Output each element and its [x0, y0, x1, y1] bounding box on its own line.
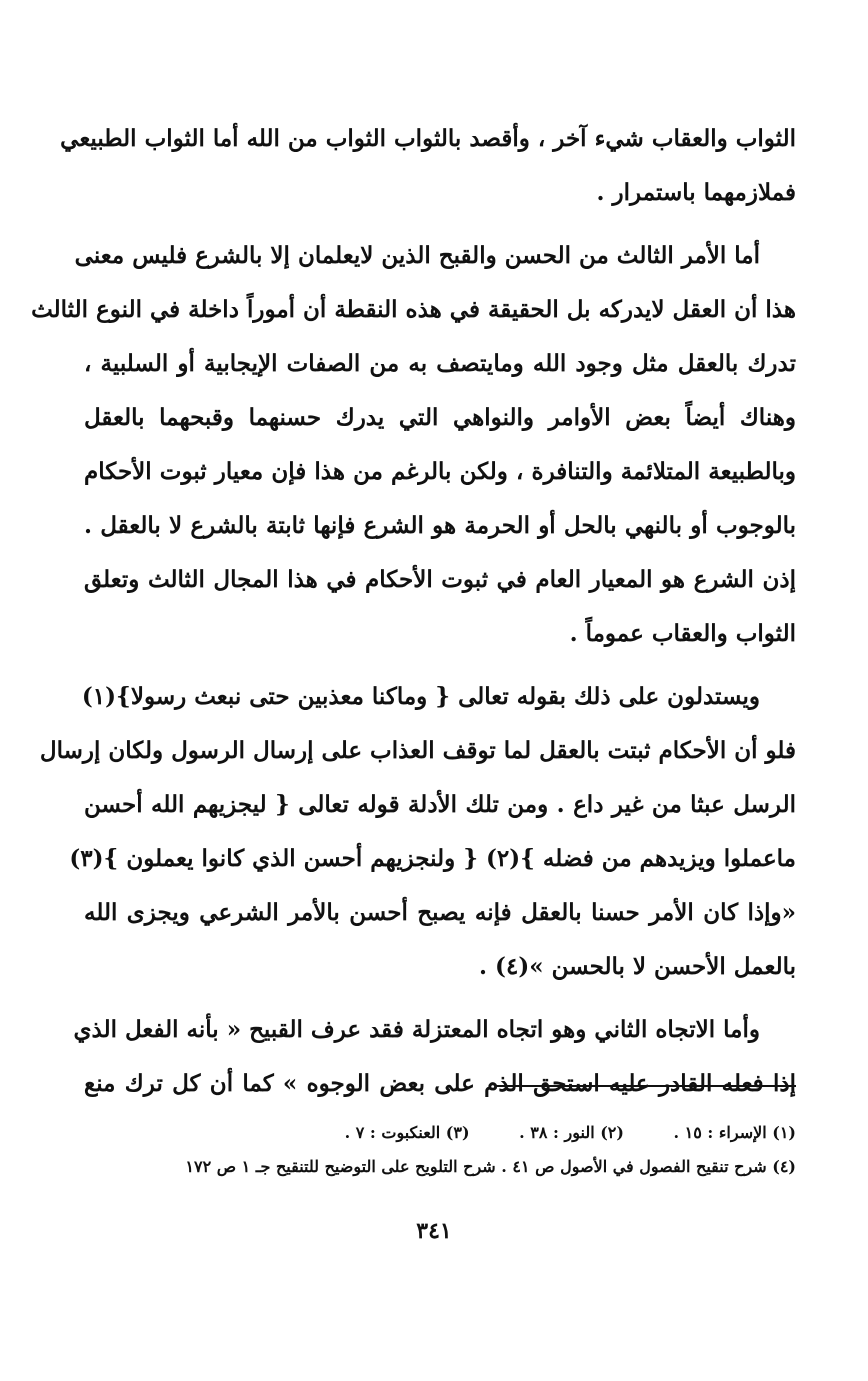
text-line: فملازمهما باستمرار . [596, 179, 796, 206]
paragraph [31, 229, 796, 661]
text-line: تدرك بالعقل مثل وجود الله ومايتصف به من الصفات الإيجابية أو السلبية ، [84, 350, 796, 377]
text-line: وهناك أيضاً بعض الأوامر والنواهي التي يدرك حسنهما وقبحهما بالعقل [84, 404, 796, 431]
text-line: إذا فعله القادر عليه استحق الذم على بعض الوجوه » كما أن كل ترك منع [84, 1070, 796, 1097]
paragraph [73, 1003, 796, 1111]
page-number: ٣٤١ [416, 1218, 452, 1244]
text-line: الثواب والعقاب شيء آخر ، وأقصد بالثواب الثواب من الله أما الثواب الطبيعي [60, 125, 796, 152]
footnote-4: (٤) شرح تنقيح الفصول في الأصول ص ٤١ . شرح التلويح على التوضيح للتنقيح جـ ١ ص ١٧٢ [185, 1157, 796, 1176]
text-line: إذن الشرع هو المعيار العام في ثبوت الأحكام في هذا المجال الثالث وتعلق [84, 566, 796, 593]
text-line: هذا أن العقل لايدركه بل الحقيقة في هذه النقطة أن أموراً داخلة في النوع الثالث [31, 296, 796, 323]
text-line: أما الأمر الثالث من الحسن والقبح الذين لايعلمان إلا بالشرع فليس معنى [74, 242, 760, 269]
text-line: ويستدلون على ذلك بقوله تعالى { وماكنا معذبين حتى نبعث رسولا}(١) [81, 683, 760, 710]
text-line: «وإذا كان الأمر حسنا بالعقل فإنه يصبح أحسن بالأمر الشرعي ويجزى الله [84, 899, 796, 926]
text-line: الثواب والعقاب عموماً . [569, 620, 796, 647]
footnote-divider [496, 1085, 796, 1087]
text-line: فلو أن الأحكام ثبتت بالعقل لما توقف العذاب على إرسال الرسول ولكان إرسال [39, 737, 796, 764]
text-line: بالعمل الأحسن لا بالحسن »(٤) . [479, 953, 796, 980]
footnote-line [100, 1116, 796, 1150]
main-text [31, 112, 796, 1120]
footnote-2: (٢) النور : ٣٨ . [519, 1123, 624, 1142]
text-line: الرسل عبثا من غير داع . ومن تلك الأدلة قوله تعالى { ليجزيهم الله أحسن [84, 791, 796, 818]
text-line: وبالطبيعة المتلائمة والتنافرة ، ولكن بالرغم من هذا فإن معيار ثبوت الأحكام [84, 458, 796, 485]
paragraph [60, 112, 796, 220]
footnotes [100, 1116, 796, 1184]
paragraph [39, 670, 796, 994]
text-line: وأما الاتجاه الثاني وهو اتجاه المعتزلة فقد عرف القبيح « بأنه الفعل الذي [73, 1016, 760, 1043]
text-line: ماعملوا ويزيدهم من فضله }(٢) { ولنجزيهم أحسن الذي كانوا يعملون }(٣) [69, 845, 796, 872]
footnote-3: (٣) العنكبوت : ٧ . [344, 1123, 470, 1142]
text-line: بالوجوب أو بالنهي بالحل أو الحرمة هو الشرع فإنها ثابتة بالشرع لا بالعقل . [84, 512, 796, 539]
footnote-1: (١) الإسراء : ١٥ . [673, 1123, 796, 1142]
